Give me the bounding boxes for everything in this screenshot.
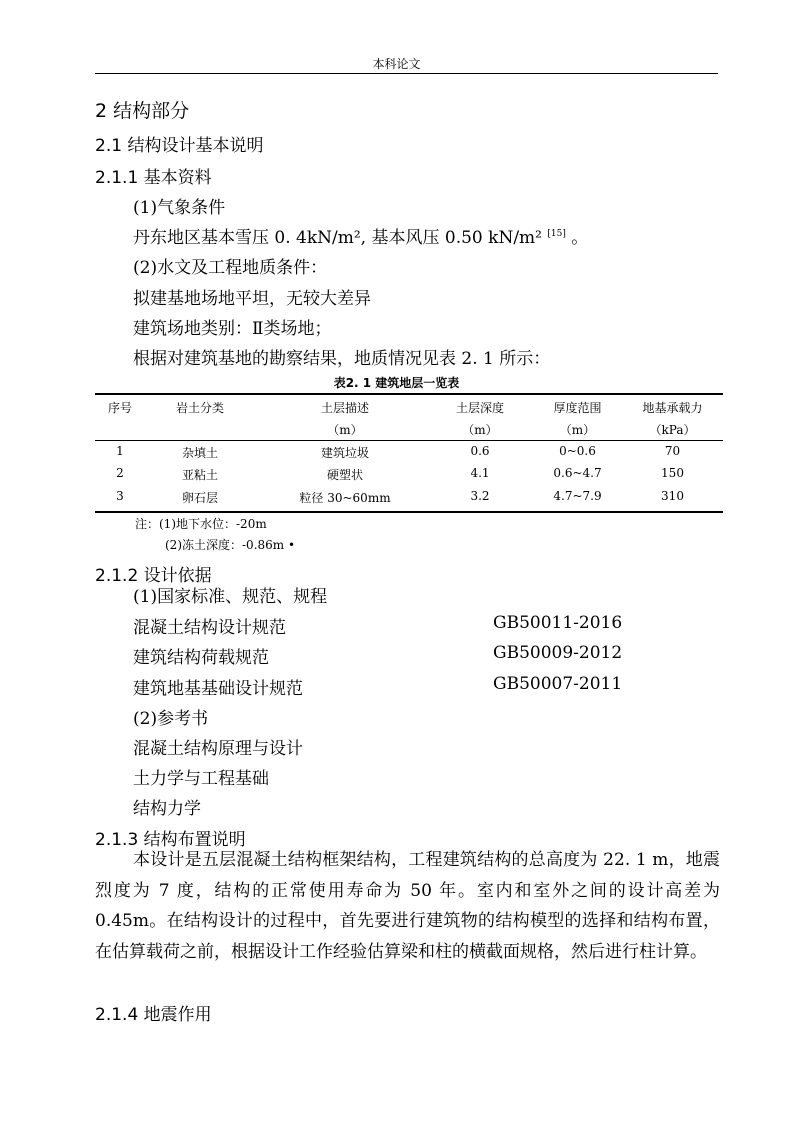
hydro-geology-label: (2)水文及工程地质条件：: [133, 258, 328, 278]
table-header-cell: 序号: [107, 401, 132, 415]
table-unit-cell: （m）: [327, 423, 363, 437]
table-cell: 310: [661, 489, 684, 503]
subsection-2-1-2-title: 2.1.2 设计依据: [95, 566, 212, 586]
table-cell: 0~0.6: [559, 444, 596, 458]
snow-wind-pressure-text: 丹东地区基本雪压 0. 4kN/m², 基本风压 0.50 kN/m²: [133, 228, 542, 248]
table-unit-cell: （kPa）: [649, 423, 696, 437]
table-cell: 150: [661, 466, 684, 480]
table-cell: 0.6: [470, 444, 490, 458]
code-number: GB50011-2016: [493, 613, 623, 633]
table-cell: 4.7~7.9: [553, 489, 602, 503]
table-cell: 3: [116, 489, 124, 503]
reference-book: 土力学与工程基础: [133, 769, 269, 789]
table-header-cell: 土层深度: [455, 401, 504, 415]
page-header: 本科论文: [372, 57, 421, 71]
table-header-cell: 厚度范围: [553, 401, 602, 415]
table-cell: 3.2: [470, 489, 490, 503]
table-cell: 2: [116, 466, 124, 480]
table-unit-cell: （m）: [462, 423, 498, 437]
table-header-cell: 岩土分类: [175, 401, 224, 415]
code-name: 建筑结构荷载规范: [133, 648, 269, 668]
subsection-2-1-3-title: 2.1.3 结构布置说明: [95, 830, 246, 850]
code-number: GB50009-2012: [493, 643, 623, 663]
table-cell: 1: [116, 444, 124, 458]
structure-layout-paragraph: 本设计是五层混凝土结构框架结构，工程建筑结构的总高度为 22. 1 m，地震烈度为 7 度，结构的正常使用寿命为 50 年。室内和室外之间的设计高差为 0.45m。在结构设计的过程中，首先要进行建筑物的结构模型的选择和结构布置，在估算载荷之前，根据设计工作经验估算梁和柱的横截面规格，然后进行柱计算。: [95, 850, 720, 962]
table-caption: 表2. 1 建筑地层一览表: [333, 376, 460, 390]
table-cell: 0.6~4.7: [553, 466, 602, 480]
sentence-end: 。: [571, 228, 589, 248]
site-flat-line: 拟建基地场地平坦，无较大差异: [133, 289, 371, 309]
table-cell: 硬塑状: [326, 468, 363, 482]
table-header-cell: 土层描述: [320, 401, 369, 415]
section-title: 2.1 结构设计基本说明: [95, 136, 264, 156]
table-cell: 建筑垃圾: [320, 446, 369, 460]
table-cell: 粒径 30~60mm: [299, 491, 391, 505]
table-cell: 4.1: [470, 466, 490, 480]
weather-conditions-label: (1)气象条件: [133, 198, 226, 218]
reference-marker: [15]: [547, 229, 566, 239]
chapter-title: 2 结构部分: [95, 100, 190, 122]
reference-book: 结构力学: [133, 799, 201, 819]
snow-wind-pressure-line: [133, 223, 588, 248]
survey-result-line: 根据对建筑基地的勘察结果，地质情况见表 2. 1 所示：: [133, 349, 551, 369]
standards-label: (1)国家标准、规范、规程: [133, 587, 328, 607]
table-note-frost-depth: (2)冻土深度：-0.86m •: [165, 538, 296, 552]
header-rule: [95, 73, 718, 74]
table-cell: 杂填土: [181, 446, 218, 460]
subsection-2-1-1-title: 2.1.1 基本资料: [95, 168, 212, 188]
site-category-line: 建筑场地类别：Ⅱ类场地；: [133, 319, 332, 339]
table-header-rule: [95, 440, 723, 441]
table-bottom-rule: [95, 511, 723, 513]
table-note-groundwater: 注：(1)地下水位：-20m: [135, 517, 267, 531]
code-number: GB50007-2011: [493, 674, 623, 694]
reference-book: 混凝土结构原理与设计: [133, 739, 303, 759]
code-name: 建筑地基基础设计规范: [133, 679, 303, 699]
reference-books-label: (2)参考书: [133, 709, 209, 729]
table-cell: 亚粘土: [181, 468, 218, 482]
code-name: 混凝土结构设计规范: [133, 618, 286, 638]
subsection-2-1-4-title: 2.1.4 地震作用: [95, 1005, 212, 1025]
table-unit-cell: （m）: [559, 423, 596, 437]
table-header-cell: 地基承载力: [642, 401, 703, 415]
table-top-rule: [95, 393, 723, 395]
table-cell: 70: [664, 444, 681, 458]
table-cell: 卵石层: [181, 491, 218, 505]
